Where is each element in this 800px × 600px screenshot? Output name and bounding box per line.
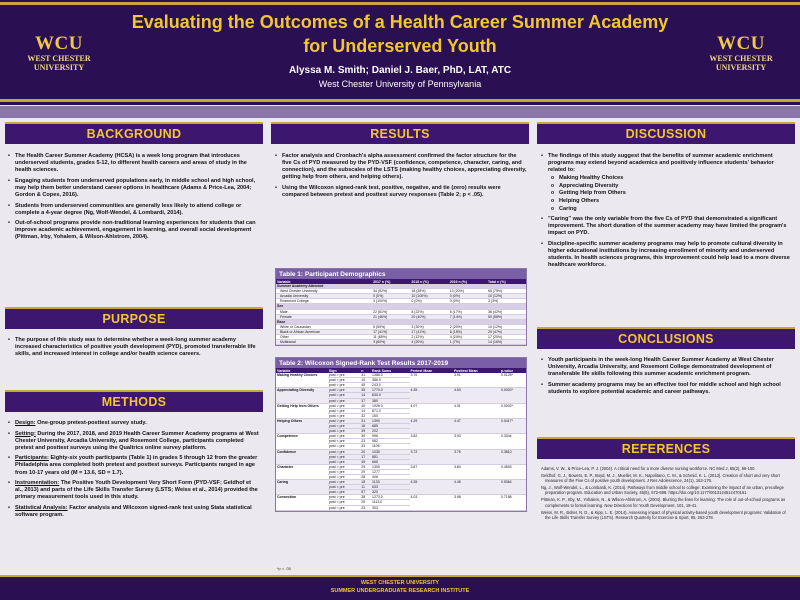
table-cell: 29 (47%) (487, 329, 526, 334)
table-cell: 33 (360, 444, 371, 449)
table-cell: 996 (371, 434, 409, 439)
table-cell: 4.45 (453, 480, 500, 495)
table-1-title: Table 1: Participant Demographics (276, 269, 526, 279)
table-cell: 31 (360, 373, 371, 378)
table-2-grid (276, 368, 526, 511)
table-cell: post > pre (328, 480, 360, 485)
table-cell: 17 (20%) (487, 335, 526, 340)
table-cell: 0 (0%) (449, 294, 487, 299)
title-line-1: Evaluating the Outcomes of a Health Career Summer Academy (131, 12, 669, 32)
table-cell: Male (276, 309, 372, 314)
table-1 (275, 268, 527, 346)
table-1-header-cell: 2019 n (%) (449, 279, 487, 284)
methods-item-text: The Positive Youth Development Very Short Form (PYD-VSF; Geldhof et al., 2013) and parts of the Life Skills Transfer Survey (LSTS; Weiss et al., 2014) provided the primary measurement tools used in this study. (15, 480, 258, 501)
table-cell: 4.35 (410, 480, 453, 495)
methods-list (8, 420, 260, 519)
table-cell: post = pre (328, 413, 360, 418)
table-cell: 0.3810 (500, 449, 526, 464)
table-cell: 30 (360, 434, 371, 439)
table-cell: 202 (371, 429, 409, 434)
discussion-bullet: • Discipline-specific summer academy programs may help to promote cultural diversity in higher educational institutions by increasing enrollment of minority and underserved students. In health sciences programs, this improvement could help lead to a more diverse healthcare workforce. (541, 241, 793, 269)
table-cell: 1133 (371, 480, 409, 485)
table-cell: 1273.0 (371, 495, 409, 500)
header-top-stripe (0, 2, 800, 5)
table-cell: 4.31 (453, 403, 500, 418)
discussion-bullet: • "Caring" was the only variable from the five Cs of PYD that demonstrated a significant improvement. The short duration of the summer academy may have limited the program's impact on PYD. (541, 216, 793, 237)
table-cell: post > pre (328, 388, 360, 393)
table-cell: post < pre (328, 500, 360, 505)
table-2-header-cell: Sign (328, 368, 360, 373)
table-2-header-cell: p-value (500, 368, 526, 373)
table-cell: post > pre (328, 418, 360, 423)
table-cell: 1113.0 (371, 500, 409, 505)
table-cell: 243.0 (371, 383, 409, 388)
purpose-body (8, 337, 260, 362)
table-variable-cell: Appreciating Diversity (276, 388, 328, 403)
authors: Alyssa M. Smith; Daniel J. Baer, PhD, LAT, ATC (288, 65, 512, 76)
table-cell: 633 (371, 485, 409, 490)
table-cell: 3.72 (410, 449, 453, 464)
conclusions-bullet: • Youth participants in the week-long Health Career Summer Academy at West Chester University, Arcadia University, and Rosemont College demonstrated development of transferable life skills following this summer academic enrichment program. (541, 357, 793, 378)
background-body (8, 153, 260, 245)
table-cell: 45 (360, 383, 371, 388)
discussion-sublist (548, 175, 793, 212)
affiliation: West Chester University of Pennsylvania (318, 79, 482, 89)
table-cell: post < pre (328, 454, 360, 459)
results-bullet: • Using the Wilcoxon signed-rank test, positive, negative, and tie (zero) results were compared between pretest and posttest survey responses (Table 2; p < .05). (275, 185, 527, 199)
methods-heading: METHODS (5, 390, 263, 412)
logo-wordmark: WCU (717, 33, 765, 54)
wcu-logo-left (18, 34, 100, 74)
table-cell: 320 (371, 490, 409, 495)
table-cell: 2 (12%) (410, 335, 448, 340)
methods-item (8, 420, 260, 427)
table-cell: Female (276, 314, 372, 319)
results-list (275, 153, 527, 199)
results-bullet: • Factor analysis and Cronbach's alpha assessment confirmed the factor structure for the five Cs of PYD measured by the PYD-VSF (confidence, competence, character, caring, and connection), and the subscales of the LSTS (making healthy choices, appreciating diversity, getting help from others, and helping others). (275, 153, 527, 181)
table-cell: 49 (360, 459, 371, 464)
table-cell: 6 (17%) (449, 309, 487, 314)
table-cell: post > pre (328, 434, 360, 439)
table-cell: 35 (360, 388, 371, 393)
table-cell: 0 (0%) (372, 294, 410, 299)
table-cell: 40 (360, 403, 371, 408)
purpose-list (8, 337, 260, 358)
table-cell: 34 (52%) (372, 289, 410, 294)
table-cell: 20 (360, 449, 371, 454)
table-cell: 3 (60%) (372, 340, 410, 345)
table-cell: 13 (20%) (449, 289, 487, 294)
table-cell: 18 (28%) (410, 289, 448, 294)
table-cell: 406 (371, 474, 409, 479)
table-cell: 3 (30%) (410, 324, 448, 329)
table-cell: post < pre (328, 485, 360, 490)
table-cell: 1386.0 (371, 373, 409, 378)
table-2-header-cell: Rank Sums (371, 368, 409, 373)
table-cell: post = pre (328, 505, 360, 510)
table-cell: 881 (371, 454, 409, 459)
table-cell: 11 (65%) (372, 335, 410, 340)
table-cell: 20 (40%) (410, 314, 448, 319)
table-cell: 0.5364 (500, 480, 526, 495)
table-cell: 4 (20%) (410, 340, 448, 345)
conclusions-body (541, 357, 793, 399)
table-cell: 29 (360, 469, 371, 474)
table-cell: 14 (360, 408, 371, 413)
logo-line-1: WEST CHESTER (709, 54, 773, 63)
table-cell: 16 (360, 424, 371, 429)
table-cell: 303 (371, 505, 409, 510)
table-cell: 3.93 (453, 434, 500, 449)
logo-line-2: UNIVERSITY (715, 63, 767, 72)
wcu-logo-right (700, 34, 782, 74)
background-bullet: • Students from underserved communities are generally less likely to attend college or complete a 4-year degree (Ng, Wolf-Wendel, & Lombardi, 2014). (8, 203, 260, 217)
reference-item: Pittman, K. P., Irby, M., Yohalem, N., & Wilson-Ahlstrom, A. (2004). Blurring the lines for learning: The role of out-of-school programs as complements to formal learning. New Directions for Youth Development, 101, 19-41. (541, 497, 786, 508)
table-2 (275, 357, 527, 512)
discussion-heading: DISCUSSION (537, 122, 795, 144)
table-cell: 3.82 (410, 434, 453, 449)
table-cell: 4.47 (453, 418, 500, 433)
table-cell: 25 (360, 500, 371, 505)
table-cell: Rosemont College (276, 299, 372, 304)
table-cell: post < pre (328, 408, 360, 413)
table-cell: 0.0002* (500, 403, 526, 418)
table-cell: 582 (371, 439, 409, 444)
table-cell: Sex (276, 304, 372, 309)
table-cell: post = pre (328, 474, 360, 479)
table-cell: 22 (61%) (372, 309, 410, 314)
methods-item-text: During the 2017, 2018, and 2019 Health Career Summer Academy programs at West Chester University, Arcadia University, and Rosemont College, participants completed pretest and posttest surveys using the Qualtrics online survey platform. (15, 430, 259, 451)
table-cell: post > pre (328, 373, 360, 378)
table-cell: 36 (42%) (487, 309, 526, 314)
table-cell: 0.0417* (500, 418, 526, 433)
conclusions-heading: CONCLUSIONS (537, 327, 795, 349)
table-cell: 871.0 (371, 408, 409, 413)
methods-item-label: Design: (15, 420, 36, 426)
table-cell: post = pre (328, 383, 360, 388)
background-bullet: • Out-of-school programs provide non-traditional learning experiences for students that can improve academic achievement, engagement in learning, and overall social development (Pittman, Irby, Yohalem, & Wilson-Ahlstrom, 2004). (8, 220, 260, 241)
table-cell: 14 (360, 393, 371, 398)
table-row (276, 340, 526, 345)
table-cell: 4.53 (453, 388, 500, 403)
references-body (541, 466, 791, 522)
discussion-subitem: o Caring (548, 206, 793, 213)
table-cell: 386.0 (371, 378, 409, 383)
table-cell: 38 (360, 495, 371, 500)
table-cell: Other (276, 335, 372, 340)
reference-item: Geldhof, G. J., Bowers, E. P., Boyd, M. J., Mueller, M. K., Napolitano, C. M., & Schmid, K. L. (2013). Creation of short and very short measures of the Five Cs of positive youth development. J Res Adolescence, 24(1), 163-176. (541, 473, 780, 484)
header-bottom-stripe (0, 99, 800, 102)
logo-line-1: WEST CHESTER (27, 54, 91, 63)
table-cell: post > pre (328, 403, 360, 408)
background-heading: BACKGROUND (5, 122, 263, 144)
table-cell: post > pre (328, 464, 360, 469)
table-cell: 630.0 (371, 393, 409, 398)
table-cell: 3 (3%) (487, 299, 526, 304)
table-cell: post < pre (328, 469, 360, 474)
table-cell: 4.03 (410, 495, 453, 510)
background-bullet: • The Health Career Summer Academy (HCSA) is a week long program that introduces underserved students, grades 5-12, to different health careers and areas of study in the health sciences. (8, 153, 260, 174)
logo-wordmark: WCU (35, 33, 83, 54)
table-variable-cell: Making Healthy Choices (276, 373, 328, 388)
table-cell: 1106 (371, 444, 409, 449)
table-cell: Black or African American (276, 329, 372, 334)
table-cell: 23 (360, 505, 371, 510)
header-band (0, 106, 800, 118)
table-cell: 8 (22%) (410, 309, 448, 314)
methods-body (8, 420, 260, 523)
table-cell: 3 (100%) (372, 299, 410, 304)
table-1-header-cell: 2017 n (%) (372, 279, 410, 284)
table-2-header-cell: n (360, 368, 371, 373)
table-cell: 3.98 (453, 495, 500, 510)
methods-item-text: Eighty-six youth participants (Table 1) in grades 5 through 12 from the greater Philadelphia area completed both pretest and posttest surveys. Participants ranged in age from 10-17 years old (M = 13.6, SD = 1.7). (15, 455, 258, 476)
table-2-header-cell: Pretest Mean (410, 368, 453, 373)
table-2-title: Table 2: Wilcoxon Signed-Rank Test Results 2017-2019 (276, 358, 526, 368)
table-cell: 6 (15%) (449, 329, 487, 334)
table-cell: post = pre (328, 490, 360, 495)
table-cell: 17 (360, 454, 371, 459)
table-cell: 18 (360, 480, 371, 485)
title-line-2: for Underserved Youth (303, 36, 497, 56)
table-cell: 1030 (371, 449, 409, 454)
conclusions-list (541, 357, 793, 396)
table-cell: 0.0125* (500, 373, 526, 388)
table-cell: 1277 (371, 469, 409, 474)
table-variable-cell: Character (276, 464, 328, 479)
table-cell: 23 (360, 439, 371, 444)
table-cell: 32 (360, 413, 371, 418)
discussion-subitem: o Making Healthy Choices (548, 175, 793, 182)
references-heading: REFERENCES (537, 437, 795, 459)
table-cell: 17 (41%) (410, 329, 448, 334)
table-2-header-cell: Variable (276, 368, 328, 373)
table-cell: 0.0020* (500, 388, 526, 403)
methods-item (8, 431, 260, 452)
table-cell: Summer Academy Attended (276, 284, 372, 289)
table-variable-cell: Helping Others (276, 418, 328, 433)
table-cell: post = pre (328, 398, 360, 403)
table-cell: 39 (360, 429, 371, 434)
methods-item (8, 455, 260, 476)
table-cell: post < pre (328, 393, 360, 398)
discussion-list (541, 153, 793, 269)
table-cell: 50 (58%) (487, 314, 526, 319)
methods-item-label: Statistical Analysis: (15, 504, 68, 511)
table-cell: 1770.0 (371, 388, 409, 393)
table-cell: post = pre (328, 444, 360, 449)
table-cell: 65 (75%) (487, 289, 526, 294)
table-cell: 380 (371, 398, 409, 403)
table-cell: 21 (46%) (372, 314, 410, 319)
table-cell: 37 (360, 398, 371, 403)
table-cell: 2 (20%) (449, 324, 487, 329)
table-variable-cell: Caring (276, 480, 328, 495)
table-cell: 665 (371, 459, 409, 464)
table-variable-cell: Confidence (276, 449, 328, 464)
table-cell: 0.4593 (500, 464, 526, 479)
table-cell: post = pre (328, 459, 360, 464)
table-cell: 28 (360, 474, 371, 479)
purpose-bullet: • The purpose of this study was to determine whether a week-long summer academy increased characteristics of positive youth development (PYD), promoted transferrable life skills, and increased interest in college and/or health science careers. (8, 337, 260, 358)
methods-item-text: One-group pretest-posttest survey study. (35, 420, 147, 426)
background-bullet: • Engaging students from underserved populations early, in middle school and high school, may help them better understand career options in healthcare (Adams & Price-Lea, 2004; Gordon & Copes, 2016). (8, 178, 260, 199)
table-cell: 0 (0%) (449, 299, 487, 304)
table-cell: 150 (371, 413, 409, 418)
table-cell: 0 (0%) (410, 299, 448, 304)
table-cell: Multiracial (276, 340, 372, 345)
table-cell: 3.91 (453, 373, 500, 388)
table-1-header-cell: Total n (%) (487, 279, 526, 284)
table-cell: 3.75 (453, 449, 500, 464)
table-cell: post > pre (328, 449, 360, 454)
table-cell: post < pre (328, 378, 360, 383)
table-cell: 14 (16%) (487, 340, 526, 345)
table-cell: 1926.0 (371, 403, 409, 408)
methods-item (8, 505, 260, 519)
table-cell: 7 (14%) (449, 314, 487, 319)
table-cell: 17 (41%) (372, 329, 410, 334)
table-cell: Race (276, 319, 372, 324)
table-cell: 0.7188 (500, 495, 526, 510)
table-cell: 10 (100%) (410, 294, 448, 299)
table-cell: 4.29 (410, 418, 453, 433)
table-cell: 57 (360, 490, 371, 495)
table-cell: West Chester University (276, 289, 372, 294)
reference-item: Adams, V. W., & Price-Lea, P. J. (2004). A critical need for a more diverse nursing workforce. NC Med J, 65(2), 98-100. (541, 466, 756, 471)
reference-item: Ng, J., Wolf-Wendel, L., & Lombardi, K. (2014). Pathways from middle school to college: Examining the impact of an urban, precollege preparation program. Education and Urban Society, 46(6), 672-698. https://doi.org/10.1177/0013124512470161 (541, 485, 784, 496)
table-variable-cell: Connection (276, 495, 328, 510)
table-cell: post = pre (328, 429, 360, 434)
table-cell: 1 (7%) (449, 340, 487, 345)
background-list (8, 153, 260, 242)
table-cell: 11 (360, 485, 371, 490)
results-body (275, 153, 527, 203)
discussion-bullet: • The findings of this study suggest that the benefits of summer academic enrichment programs may extend beyond academics and positively influence students' behavior related to: o Making Healthy Choices o Appreciating Diversity o Getting Help from Others o Helping Others o Caring (541, 153, 793, 213)
table-cell: 0.3344 (500, 434, 526, 449)
methods-item-label: Setting: (15, 430, 36, 437)
methods-item (8, 480, 260, 501)
poster-title (110, 10, 690, 58)
poster-header (0, 0, 800, 105)
discussion-body (541, 153, 793, 273)
table-cell: 1390 (371, 418, 409, 423)
table-cell: 3.87 (410, 464, 453, 479)
methods-item-text: Factor analysis and Wilcoxon signed-rank test using Stata statistical software program. (15, 504, 252, 519)
table-cell: 29 (360, 464, 371, 469)
table-cell: Arcadia University (276, 294, 372, 299)
results-heading: RESULTS (271, 122, 529, 144)
table-1-header-cell: Variable (276, 279, 372, 284)
table-cell: post > pre (328, 495, 360, 500)
reference-item: Weiss, M. R., Bolter, N. D., & Kipp, L. E. (2014). Assessing impact of physical activity-based youth development programs: Validation of the Life Skills Transfer Survey (LSTS). Research Quarterly for Exercise & Sport, 85, 263-278. (541, 509, 786, 520)
methods-item-label: Participants: (15, 455, 49, 462)
table-1-grid (276, 279, 526, 345)
discussion-subitem: o Helping Others (548, 198, 793, 205)
footer-line-1: WEST CHESTER UNIVERSITY (360, 580, 440, 586)
methods-item-label: Instrumentation: (15, 480, 60, 487)
table-cell: 4 (24%) (449, 335, 487, 340)
discussion-subitem: o Getting Help from Others (548, 190, 793, 197)
purpose-heading: PURPOSE (5, 307, 263, 329)
table-cell: post < pre (328, 424, 360, 429)
table-cell: 5 (50%) (372, 324, 410, 329)
logo-line-2: UNIVERSITY (33, 63, 85, 72)
table-2-footnote: *p < .05 (277, 566, 291, 571)
table-2-header-cell: Posttest Mean (453, 368, 500, 373)
table-1-header-cell: 2018 n (%) (410, 279, 448, 284)
discussion-subitem: o Appreciating Diversity (548, 183, 793, 190)
table-cell: 10 (360, 378, 371, 383)
table-variable-cell: Getting Help from Others (276, 403, 328, 418)
table-cell: 3.84 (453, 464, 500, 479)
footer-line-2: SUMMER UNDERGRADUATE RESEARCH INSTITUTE (330, 588, 470, 594)
table-cell: 3.76 (410, 373, 453, 388)
table-cell: 1305 (371, 464, 409, 469)
conclusions-bullet: • Summer academy programs may be an effective tool for middle school and high school students to explore potential academic and career pathways. (541, 382, 793, 396)
table-cell: 31 (360, 418, 371, 423)
table-cell: 4.07 (410, 403, 453, 418)
table-cell: White or Caucasian (276, 324, 372, 329)
table-cell: post < pre (328, 439, 360, 444)
table-cell: 4.35 (410, 388, 453, 403)
poster-footer (0, 575, 800, 600)
table-cell: 10 (12%) (487, 324, 526, 329)
table-variable-cell: Competence (276, 434, 328, 449)
table-cell: 685 (371, 424, 409, 429)
table-cell: 10 (12%) (487, 294, 526, 299)
